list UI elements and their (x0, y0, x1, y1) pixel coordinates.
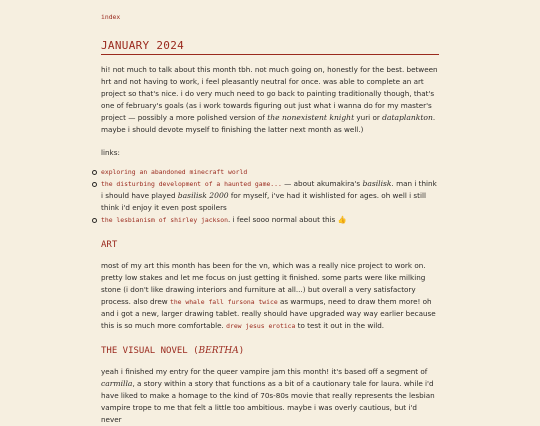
links-label: links: (101, 148, 120, 157)
index-link[interactable]: index (101, 13, 121, 21)
section-heading-art: ART (101, 240, 118, 250)
vn-text-2: , a story within a story that functions as a bit of a cautionary tale for laura. while i'd have liked to make a homage to the kind of 70s-80s movie that really represents the lesbian vampire trope to me that felt a little too ambitious. maybe i was overly cautious, but i'd never (101, 379, 435, 424)
art-text-1: most of my art this month has been for the vn, which was a really nice project to work on. pretty low stakes and let me focus on just getting it finished. some parts were like milking stone (i don't like drawing interiors and furniture at all...) but overall a very satisfactory process. also drew (101, 261, 426, 306)
vn-text-1: yeah i finished my entry for the queer vampire jam this month! it's based off a segment of (101, 367, 428, 376)
vn-heading-b: ) (238, 346, 245, 356)
art-text-3: to test it out in the wild. (295, 321, 385, 330)
intro-title-1: the nonexistent knight (267, 113, 355, 122)
vn-heading-title: BERTHA (198, 346, 239, 356)
page-title: JANUARY 2024 (101, 39, 439, 55)
intro-title-2: dataplankton (382, 113, 433, 122)
link-note-title-1: basilisk (362, 179, 392, 188)
link-minecraft[interactable]: exploring an abandoned minecraft world (101, 168, 248, 176)
page (101, 0, 439, 426)
intro-text-3: . maybe i should devote myself to finishing the latter next month as well.) (101, 113, 436, 134)
intro-text-1: hi! not much to talk about this month tbh. not much going on, honestly for the best. between hrt and not having to work, i feel pleasantly neutral for once. was able to complete an art project so that's nice. i do very much need to go back to painting traditionally though, that's one of february's goals (as i work towards figuring out just what i wanna do for my master's project — possibly a more polished version of (101, 65, 438, 122)
link-whale-fall[interactable]: the whale fall fursona twice (169, 298, 278, 306)
nav (101, 11, 439, 23)
vn-title-carmilla: carmilla (101, 379, 133, 388)
link-note-text-2: . man i think i should have played (101, 179, 437, 200)
art-paragraph (101, 260, 439, 332)
bullet-icon (92, 218, 97, 223)
intro-text-2: yuri or (354, 113, 383, 122)
vn-heading-a: THE VISUAL NOVEL ( (101, 346, 199, 356)
bullet-icon (92, 170, 97, 175)
art-text-2: as warmups, need to draw them more! oh and i got a new, larger drawing tablet. really should have upgraded way way earlier because this is so much more comfortable. (101, 297, 436, 330)
intro-paragraph (101, 64, 439, 136)
bullet-icon (92, 182, 97, 187)
section-heading-visual-novel (101, 345, 439, 357)
link-note-text: . i feel sooo normal about this 👍 (227, 215, 347, 224)
vn-paragraph (101, 366, 439, 426)
link-haunted-game[interactable]: the disturbing development of a haunted game... (101, 180, 282, 188)
list-item (101, 166, 439, 178)
link-note-text-3: for myself, i've had it wishlisted for ages. oh well i still think i'd enjoy it even post spoilers (101, 191, 426, 212)
link-note-text-1: — about akumakira's (281, 179, 363, 188)
link-note-title-2: basilisk 2000 (177, 191, 229, 200)
list-item (101, 214, 439, 226)
link-shirley-jackson[interactable]: the lesbianism of shirley jackson (101, 216, 228, 224)
link-jesus-erotica[interactable]: drew jesus erotica (226, 322, 296, 330)
links-list (101, 166, 439, 226)
list-item (101, 178, 439, 214)
